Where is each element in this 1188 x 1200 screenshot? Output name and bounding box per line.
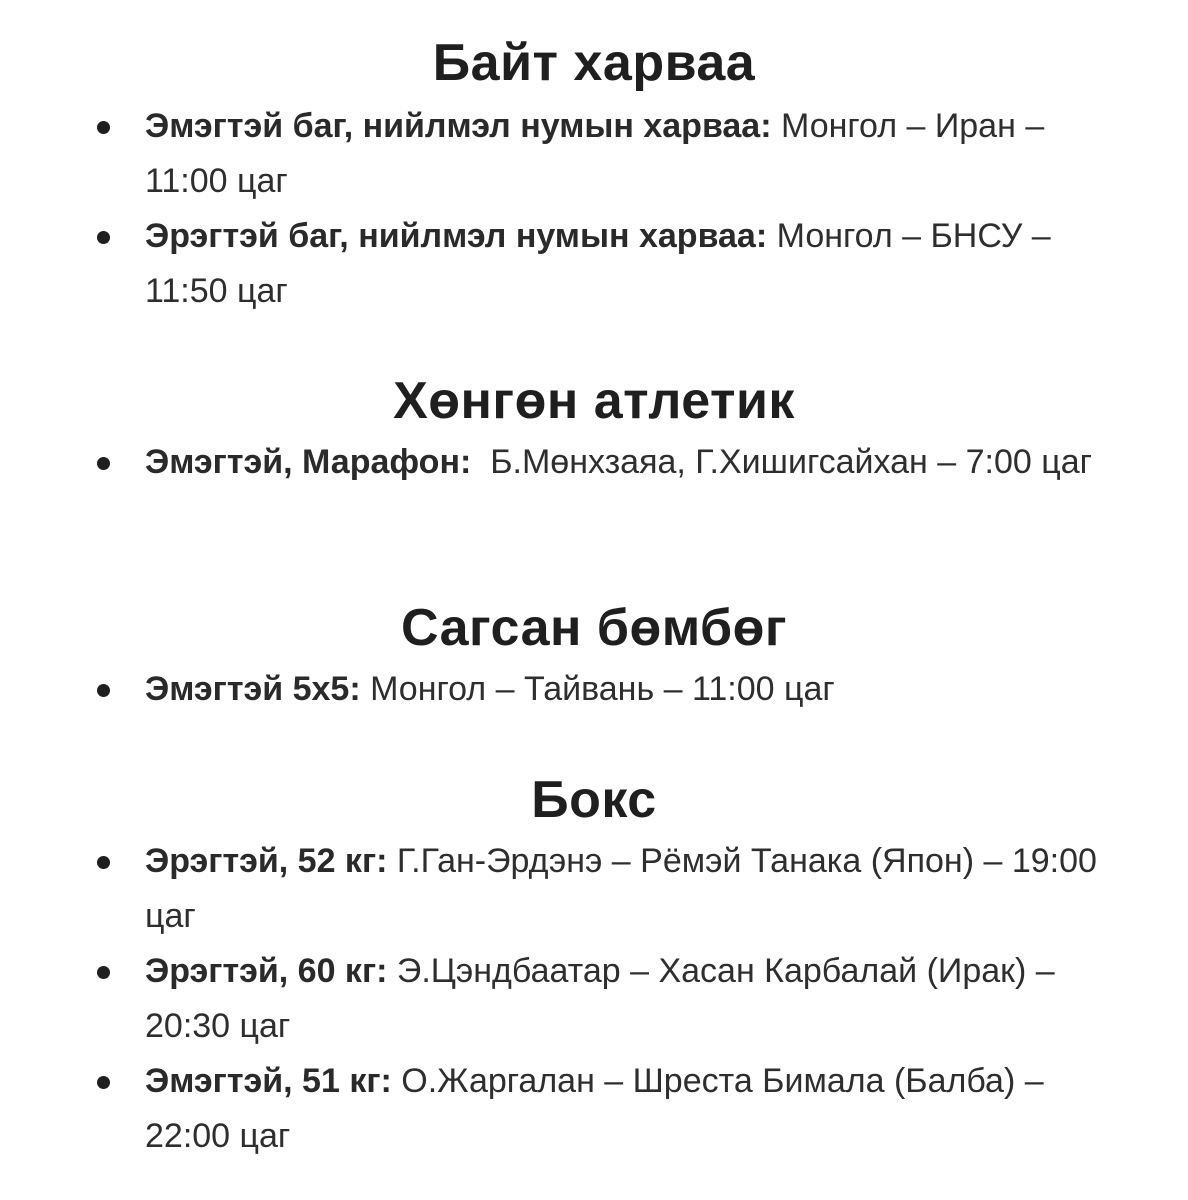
event-list — [0, 99, 1188, 319]
event-label: Эмэгтэй баг, нийлмэл нумын харваа: — [145, 107, 772, 145]
list-item — [0, 435, 1188, 490]
bullet-icon — [97, 457, 110, 470]
event-label: Эрэгтэй, 60 кг: — [145, 952, 388, 990]
event-detail: Монгол – БНСУ – 11:50 цаг — [145, 217, 1051, 310]
event-detail: Э.Цэндбаатар – Хасан Карбалай (Ирак) – 20:30 цаг — [145, 952, 1055, 1045]
list-item — [0, 1054, 1188, 1164]
bullet-icon — [97, 121, 110, 134]
event-detail: Б.Мөнхзаяа, Г.Хишигсайхан – 7:00 цаг — [471, 443, 1093, 481]
bullet-icon — [97, 684, 110, 697]
section-heading: Сагсан бөмбөг — [400, 599, 788, 657]
bullet-icon — [97, 231, 110, 244]
list-item — [0, 834, 1188, 944]
section-heading: Байт харваа — [432, 34, 756, 92]
event-list — [0, 662, 1188, 717]
event-label: Эрэгтэй, 52 кг: — [145, 842, 388, 880]
bullet-icon — [97, 856, 110, 869]
list-item — [0, 99, 1188, 209]
section-heading: Хөнгөн атлетик — [393, 372, 795, 430]
list-item — [0, 662, 1188, 717]
event-label: Эмэгтэй, Марафон: — [145, 443, 472, 481]
event-list — [0, 834, 1188, 1164]
section-boxing — [0, 770, 1188, 1164]
event-label: Эмэгтэй, 51 кг: — [145, 1062, 392, 1100]
event-detail: О.Жаргалан – Шреста Бимала (Балба) – 22:00 цаг — [145, 1062, 1044, 1155]
section-basketball — [0, 598, 1188, 717]
section-archery — [0, 33, 1188, 319]
event-label: Эмэгтэй 5x5: — [145, 670, 361, 708]
event-detail: Монгол – Тайвань – 11:00 цаг — [360, 670, 835, 708]
event-label: Эрэгтэй баг, нийлмэл нумын харваа: — [145, 217, 768, 255]
section-athletics — [0, 371, 1188, 490]
event-list — [0, 435, 1188, 490]
list-item — [0, 209, 1188, 319]
bullet-icon — [97, 1076, 110, 1089]
list-item — [0, 944, 1188, 1054]
event-detail: Монгол – Иран – 11:00 цаг — [145, 107, 1045, 200]
bullet-icon — [97, 966, 110, 979]
event-detail: Г.Ган-Эрдэнэ – Рёмэй Танака (Япон) – 19:00 цаг — [145, 842, 1097, 935]
section-heading: Бокс — [531, 771, 657, 829]
